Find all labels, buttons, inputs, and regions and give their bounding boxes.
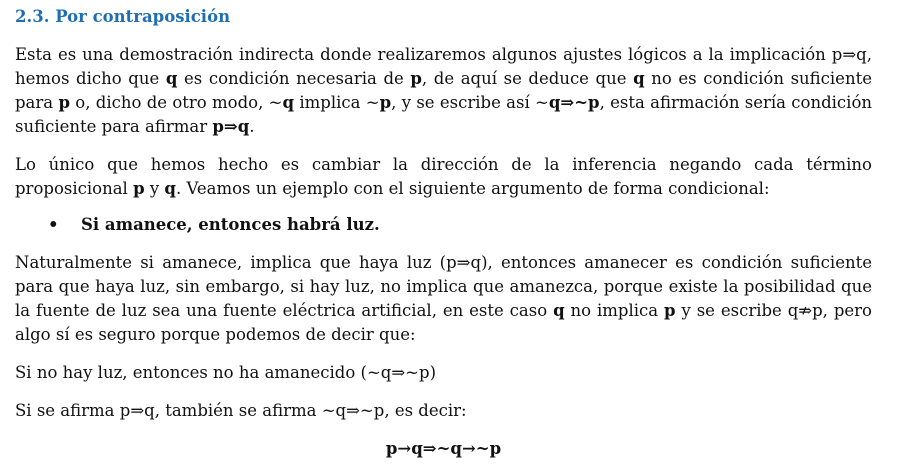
text-run: , y se escribe así ~ bbox=[391, 93, 549, 112]
text-run: Lo único que hemos hecho es cambiar la dirección de la inferencia negando cada término proposicional bbox=[15, 155, 872, 198]
bold-p: p bbox=[410, 69, 422, 88]
bullet-text: Si amanece, entonces habrá luz. bbox=[81, 215, 380, 234]
text-run: , de aquí se deduce que bbox=[421, 69, 634, 88]
text-run: es condición necesaria de bbox=[177, 69, 411, 88]
bold-p: p bbox=[664, 301, 676, 320]
paragraph-affirmation: Si se afirma p⇒q, también se afirma ~q⇒~p, es decir: bbox=[15, 401, 467, 420]
text-run: y bbox=[144, 179, 165, 198]
section-title: Por contraposición bbox=[55, 7, 231, 26]
text-run: o, dicho de otro modo, ~ bbox=[69, 93, 283, 112]
section-number: 2.3. bbox=[15, 7, 50, 26]
bullet-marker: • bbox=[48, 215, 59, 234]
bold-q: q bbox=[633, 69, 645, 88]
paragraph-contraposition-intro bbox=[15, 43, 872, 139]
paragraph-example-explanation bbox=[15, 251, 872, 347]
text-run: Naturalmente si amanece, implica que haya luz (p⇒q), entonces amanecer es condición suficiente para que haya luz, sin embargo, si hay luz, no implica que amanezca, porque existe la posibilidad que la fuente de luz sea una fuente eléctrica artificial, en este caso bbox=[15, 253, 872, 320]
example-bullet-list bbox=[15, 213, 872, 237]
bold-p: p bbox=[379, 93, 392, 112]
text-run: no es condición suficiente para bbox=[15, 69, 872, 112]
bold-expression: p⇒q bbox=[212, 117, 250, 136]
text-run: . bbox=[249, 117, 255, 136]
list-item bbox=[15, 213, 872, 237]
bold-p: p bbox=[58, 93, 70, 112]
bold-q: q bbox=[165, 69, 178, 88]
paragraph-inference-direction bbox=[15, 153, 872, 201]
text-run: y se escribe q⇏p, pero algo sí es seguro porque podemos de decir que: bbox=[15, 301, 872, 344]
paragraph-no-light: Si no hay luz, entonces no ha amanecido (~q⇒~p) bbox=[15, 363, 437, 382]
text-run: . Veamos un ejemplo con el siguiente argumento de forma condicional: bbox=[175, 179, 770, 198]
text-run: Esta es una demostración indirecta donde realizaremos algunos ajustes lógicos a la implicación p⇒q, hemos dicho que bbox=[15, 45, 872, 88]
bold-expression: q⇒~p bbox=[548, 93, 600, 112]
text-run: no implica bbox=[564, 301, 665, 320]
bold-p: p bbox=[133, 179, 145, 198]
text-run: , esta afirmación sería condición suficiente para afirmar bbox=[15, 93, 873, 136]
bold-q: q bbox=[553, 301, 565, 320]
bold-q: q bbox=[282, 93, 295, 112]
section-heading bbox=[15, 5, 872, 29]
bold-q: q bbox=[164, 179, 176, 198]
text-run: implica ~ bbox=[294, 93, 380, 112]
formula: p→q⇒~q→~p bbox=[385, 439, 502, 458]
